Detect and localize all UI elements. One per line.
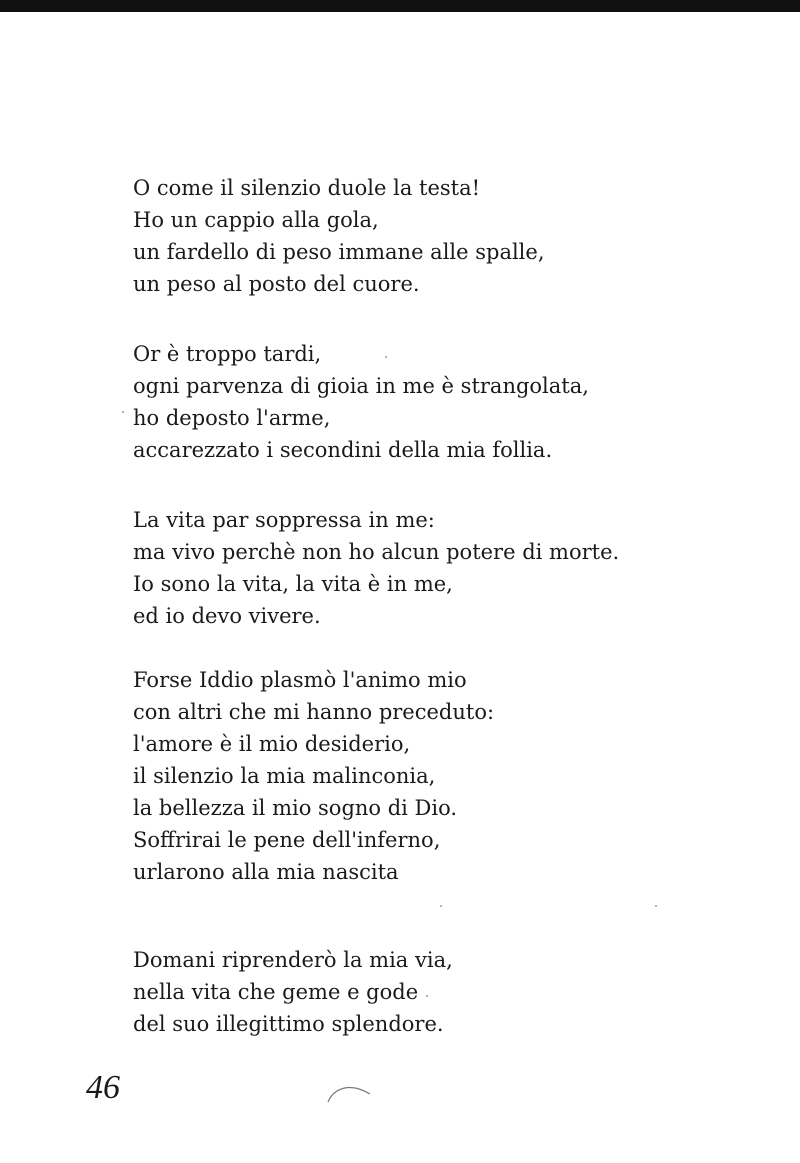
poem-line: ogni parvenza di gioia in me è strangolata,: [133, 374, 589, 398]
page-number: 46: [86, 1069, 120, 1106]
stanza-5: [133, 944, 453, 1040]
poem-line: Io sono la vita, la vita è in me,: [133, 572, 453, 596]
scan-top-edge: [0, 0, 800, 12]
stanza-1: [133, 172, 545, 300]
poem-line: ed io devo vivere.: [133, 604, 321, 628]
stanza-2: [133, 338, 589, 466]
scan-speck: [122, 411, 124, 413]
poem-line: un peso al posto del cuore.: [133, 272, 420, 296]
poem-line: un fardello di peso immane alle spalle,: [133, 240, 545, 264]
poem-line: l'amore è il mio desiderio,: [133, 732, 411, 756]
poem-line: il silenzio la mia malinconia,: [133, 764, 436, 788]
poem-line: la bellezza il mio sogno di Dio.: [133, 796, 458, 820]
poem-line: del suo illegittimo splendore.: [133, 1012, 444, 1036]
poem-line: ho deposto l'arme,: [133, 406, 331, 430]
scan-speck: [655, 905, 657, 907]
poem-line: O come il silenzio duole la testa!: [133, 176, 481, 200]
poem-line: Domani riprenderò la mia via,: [133, 948, 453, 972]
poem-line: La vita par soppressa in me:: [133, 508, 435, 532]
scan-speck: [426, 995, 428, 997]
poem-line: con altri che mi hanno preceduto:: [133, 700, 495, 724]
poem-line: Ho un cappio alla gola,: [133, 208, 379, 232]
poem-line: urlarono alla mia nascita: [133, 860, 399, 884]
scan-speck: [385, 356, 387, 358]
poem-line: accarezzato i secondini della mia follia.: [133, 438, 553, 462]
poem-line: Or è troppo tardi,: [133, 342, 322, 366]
poem-line: Forse Iddio plasmò l'animo mio: [133, 668, 467, 692]
poem-line: Soffrirai le pene dell'inferno,: [133, 828, 441, 852]
poem-line: ma vivo perchè non ho alcun potere di morte.: [133, 540, 620, 564]
scan-speck: [440, 905, 442, 907]
poem-line: nella vita che geme e gode: [133, 980, 419, 1004]
decorative-swash-icon: [326, 1082, 374, 1104]
stanza-3: [133, 504, 619, 632]
stanza-4: [133, 664, 494, 888]
